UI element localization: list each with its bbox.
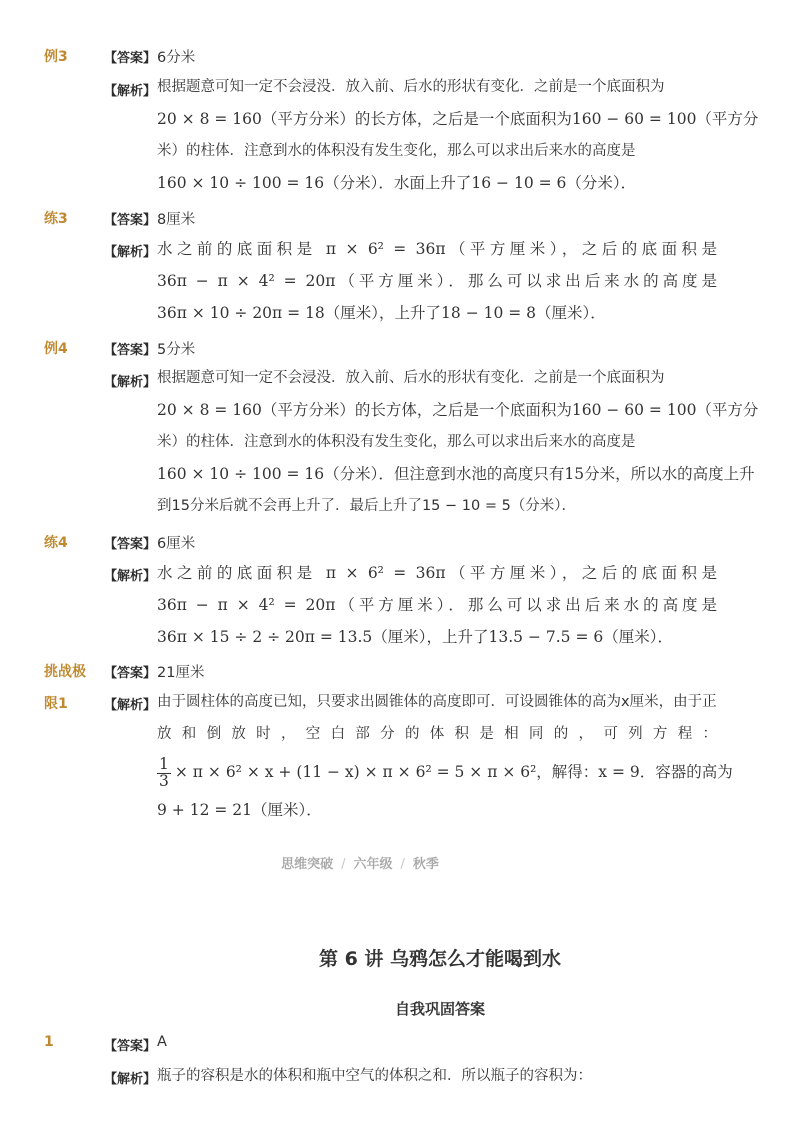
- answer-label: 【答案】: [104, 343, 157, 358]
- answer-value: A: [157, 1034, 167, 1050]
- analysis-line: 36π × 10 ÷ 20π = 18（厘米），上升了18 − 10 = 8（厘米）．: [157, 304, 606, 322]
- analysis-line: 放和倒放时，空白部分的体积是相同的，可列方程：: [157, 726, 717, 742]
- analysis-text: [157, 71, 759, 199]
- problem-tag: 例4: [44, 341, 68, 357]
- analysis-line: 20 × 8 = 160（平方分米）的长方体，之后是一个底面积为160 − 60 = 100（平方分: [157, 401, 759, 419]
- analysis-line: 由于圆柱体的高度已知，只要求出圆锥体的高度即可．可设圆锥体的高为x厘米，由于正: [157, 694, 717, 710]
- analysis-line: 水之前的底面积是 π × 6² = 36π（平方厘米），之后的底面积是: [157, 564, 717, 582]
- answer-value: 8厘米: [157, 212, 196, 228]
- answer-value: 5分米: [157, 342, 196, 358]
- equation-line: [157, 750, 733, 794]
- analysis-line: 9 + 12 = 21（厘米）．: [157, 801, 322, 819]
- answer-value: 6厘米: [157, 536, 196, 552]
- analysis-label: 【解析】: [104, 569, 157, 584]
- page-footer: [0, 853, 720, 872]
- analysis-text: [157, 557, 717, 653]
- analysis-line: 水之前的底面积是 π × 6² = 36π（平方厘米），之后的底面积是: [157, 240, 717, 258]
- problem-tag: 练3: [44, 211, 68, 227]
- problem-tag-continued: 限1: [44, 696, 68, 712]
- equation-text: × π × 6² × x + (11 − x) × π × 6² = 5 × π × 6²，解得：x = 9．容器的高为: [174, 763, 733, 781]
- analysis-text: [157, 233, 717, 329]
- fraction-numerator: 1: [159, 754, 169, 773]
- analysis-line: 根据题意可知一定不会浸没．放入前、后水的形状有变化．之前是一个底面积为: [157, 370, 665, 386]
- footer-separator: /: [341, 857, 346, 872]
- analysis-text: [157, 686, 733, 826]
- analysis-line: 瓶子的容积是水的体积和瓶中空气的体积之和．所以瓶子的容积为：: [157, 1068, 592, 1084]
- problem-tag: 1: [44, 1034, 54, 1050]
- footer-grade: 六年级: [353, 857, 393, 872]
- analysis-line: 160 × 10 ÷ 100 = 16（分米）．但注意到水池的高度只有15分米，所以水的高度上升: [157, 465, 755, 483]
- answer-value: 21厘米: [157, 665, 205, 681]
- analysis-label: 【解析】: [104, 84, 157, 99]
- analysis-label: 【解析】: [104, 245, 157, 260]
- analysis-line: 米）的柱体．注意到水的体积没有发生变化，那么可以求出后来水的高度是: [157, 434, 636, 450]
- analysis-label: 【解析】: [104, 1072, 157, 1087]
- analysis-line: 米）的柱体．注意到水的体积没有发生变化，那么可以求出后来水的高度是: [157, 143, 636, 159]
- analysis-text: [157, 362, 759, 522]
- answer-value: 6分米: [157, 50, 196, 66]
- footer-separator: /: [400, 857, 405, 872]
- answer-label: 【答案】: [104, 1039, 157, 1054]
- analysis-line: 到15分米后就不会再上升了．最后上升了15 − 10 = 5（分米）．: [157, 498, 577, 514]
- answer-label: 【答案】: [104, 666, 157, 681]
- problem-tag: 练4: [44, 535, 68, 551]
- problem-tag: 挑战极: [44, 664, 86, 680]
- analysis-label: 【解析】: [104, 375, 157, 390]
- analysis-line: 36π − π × 4² = 20π（平方厘米）．那么可以求出后来水的高度是: [157, 272, 717, 290]
- section-title: 自我巩固答案: [394, 1000, 485, 1018]
- problem-tag: 例3: [44, 49, 68, 65]
- footer-series: 思维突破: [281, 857, 334, 872]
- answer-label: 【答案】: [104, 51, 157, 66]
- analysis-line: 160 × 10 ÷ 100 = 16（分米）．水面上升了16 − 10 = 6（分米）．: [157, 174, 637, 192]
- analysis-line: 36π × 15 ÷ 2 ÷ 20π = 13.5（厘米），上升了13.5 − 7.5 = 6（厘米）．: [157, 628, 673, 646]
- analysis-text: [157, 1060, 717, 1092]
- analysis-line: 20 × 8 = 160（平方分米）的长方体，之后是一个底面积为160 − 60 = 100（平方分: [157, 110, 759, 128]
- analysis-line: 36π − π × 4² = 20π（平方厘米）．那么可以求出后来水的高度是: [157, 596, 717, 614]
- analysis-label: 【解析】: [104, 698, 157, 713]
- analysis-line: 根据题意可知一定不会浸没．放入前、后水的形状有变化．之前是一个底面积为: [157, 79, 665, 95]
- answer-label: 【答案】: [104, 213, 157, 228]
- answer-label: 【答案】: [104, 537, 157, 552]
- fraction: [157, 754, 171, 790]
- chapter-title: 第 6 讲 乌鸦怎么才能喝到水: [318, 948, 562, 970]
- footer-season: 秋季: [412, 857, 439, 872]
- fraction-denominator: 3: [159, 772, 169, 790]
